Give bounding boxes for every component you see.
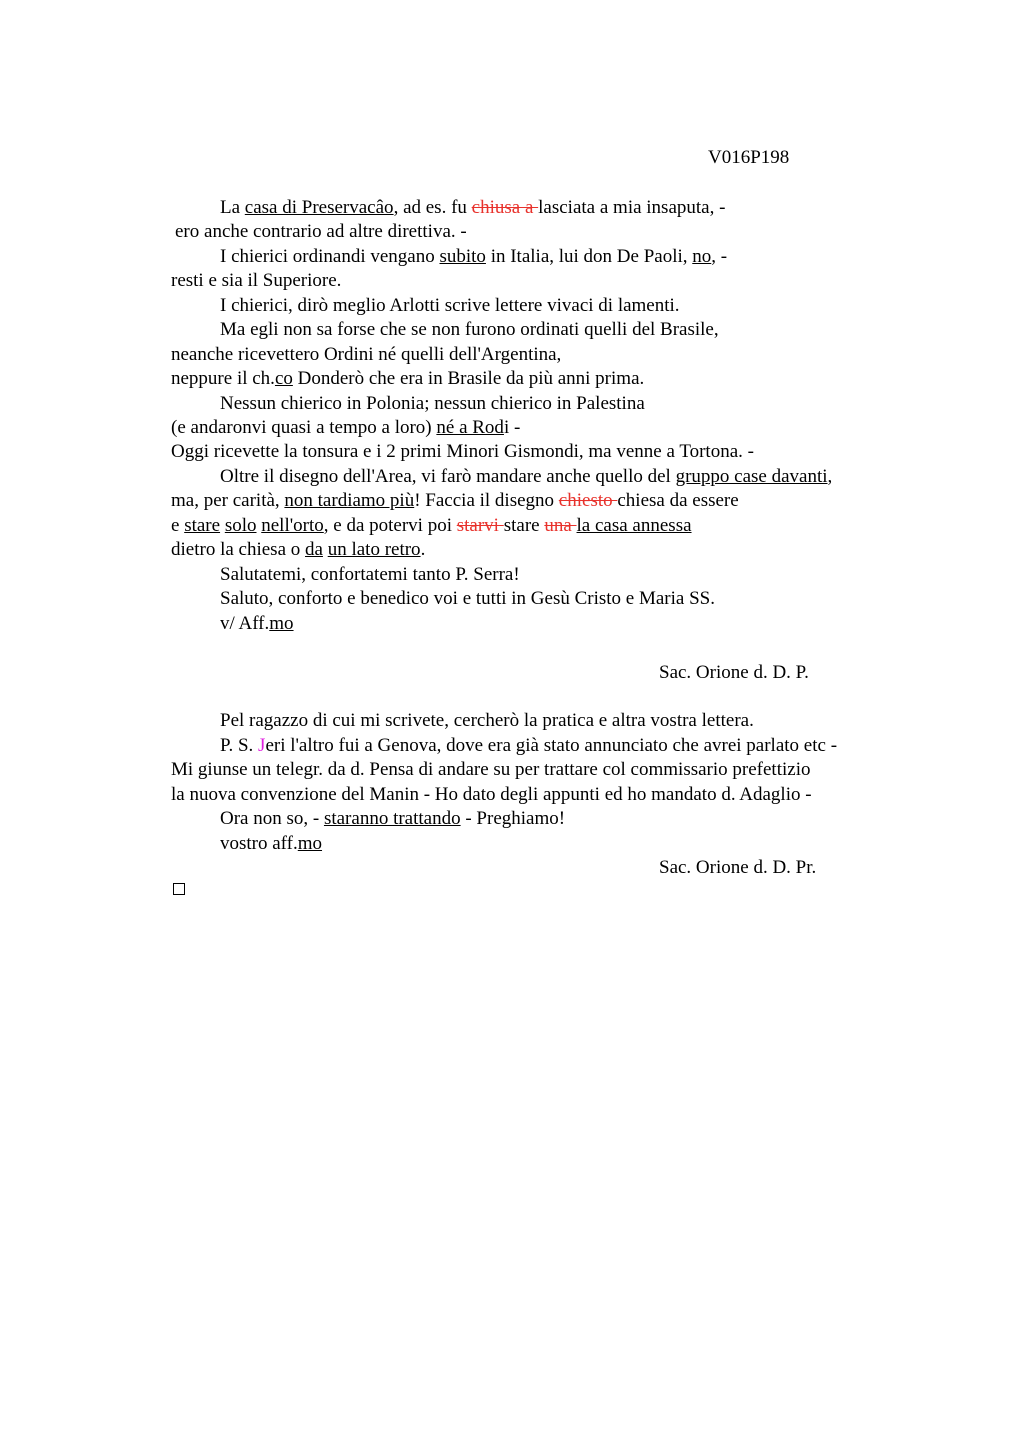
postscript-line: Ora non so, - staranno trattando - Preghiamo! [220, 808, 566, 829]
letter-line: (e andaronvi quasi a tempo a loro) né a Rodi - [171, 417, 521, 438]
letter-line: Nessun chierico in Polonia; nessun chierico in Palestina [220, 393, 645, 414]
signature: Sac. Orione d. D. P. [659, 662, 809, 683]
letter-line: Oggi ricevette la tonsura e i 2 primi Minori Gismondi, ma venne a Tortona. - [171, 441, 754, 462]
deleted-text: una [544, 515, 577, 536]
letter-line: I chierici ordinandi vengano subito in Italia, lui don De Paoli, no, - [220, 246, 728, 267]
end-marker-box [173, 883, 185, 895]
letter-line: ma, per carità, non tardiamo più! Faccia il disegno chiesto chiesa da essere [171, 490, 739, 511]
postscript-line: Mi giunse un telegr. da d. Pensa di andare su per trattare col commissario prefettizio [171, 759, 811, 780]
letter-line: Ma egli non sa forse che se non furono ordinati quelli del Brasile, [220, 319, 719, 340]
deleted-text: chiusa a [471, 197, 539, 218]
corrected-letter: J [258, 735, 266, 756]
closing-line: vostro aff.mo [220, 833, 323, 854]
postscript-line: la nuova convenzione del Manin - Ho dato degli appunti ed ho mandato d. Adaglio - [171, 784, 812, 805]
postscript-line: P. S. Jeri l'altro fui a Genova, dove era già stato annunciato che avrei parlato etc - [220, 735, 838, 756]
letter-line: Oltre il disegno dell'Area, vi farò mandare anche quello del gruppo case davanti, [220, 466, 833, 487]
letter-line: resti e sia il Superiore. [171, 270, 342, 291]
signature: Sac. Orione d. D. Pr. [659, 857, 817, 878]
letter-line: Salutatemi, confortatemi tanto P. Serra! [220, 564, 520, 585]
letter-line: neppure il ch.co Donderò che era in Brasile da più anni prima. [171, 368, 645, 389]
letter-line: e stare solo nell'orto, e da potervi poi starvi stare una la casa annessa [171, 515, 692, 536]
letter-line: ero anche contrario ad altre direttiva. - [175, 221, 467, 242]
letter-line: Saluto, conforto e benedico voi e tutti in Gesù Cristo e Maria SS. [220, 588, 715, 609]
letter-line: I chierici, dirò meglio Arlotti scrive lettere vivaci di lamenti. [220, 295, 680, 316]
deleted-text: chiesto [558, 490, 618, 511]
letter-line: neanche ricevettero Ordini né quelli dell'Argentina, [171, 344, 562, 365]
letter-line: La casa di Preservacâo, ad es. fu chiusa a lasciata a mia insaputa, - [220, 197, 726, 218]
postscript-line: Pel ragazzo di cui mi scrivete, cercherò la pratica e altra vostra lettera. [220, 710, 754, 731]
document-reference: V016P198 [708, 147, 790, 168]
letter-line: dietro la chiesa o da un lato retro. [171, 539, 426, 560]
closing-line: v/ Aff.mo [220, 613, 294, 634]
deleted-text: starvi [456, 515, 504, 536]
